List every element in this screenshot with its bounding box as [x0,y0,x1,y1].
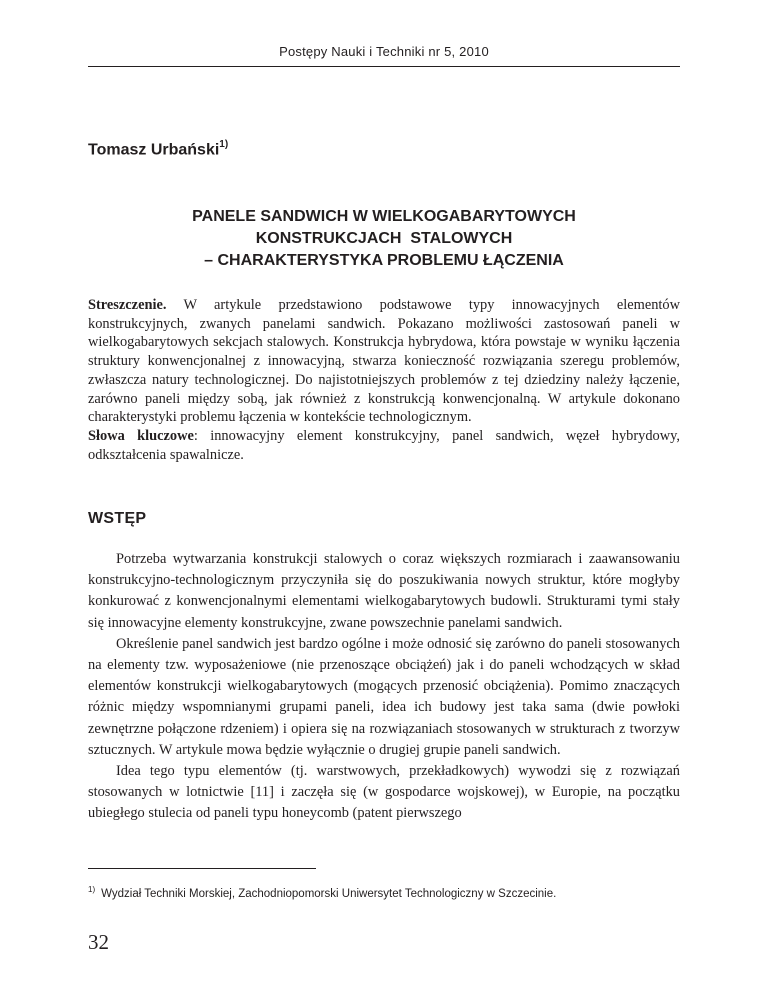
keywords-text: : innowacyjny element konstrukcyjny, panel sandwich, węzeł hybrydowy, odkształcenia spawalnicze. [88,427,681,463]
article-title [88,206,680,272]
keywords-paragraph [88,427,680,464]
header-rule [88,66,680,67]
footnote-rule [88,868,316,869]
running-head: Postępy Nauki i Techniki nr 5, 2010 [279,44,489,59]
abstract-paragraph [88,296,680,427]
author-footnote-mark: 1) [219,139,229,150]
title-line-1: PANELE SANDWICH W WIELKOGABARYTOWYCH [192,208,576,225]
author-line [88,140,228,159]
body-text [88,549,680,825]
footnote [88,885,680,900]
body-paragraph: Potrzeba wytwarzania konstrukcji stalowych o coraz większych rozmiarach i zaawansowaniu konstrukcyjno-technologicznym przyczyniła się do poszukiwania nowych struktur, które mogłyby konkurować z konwencjonalnymi elementami wielkogabarytowych budowli. Strukturami tymi stały się innowacyjne elementy konstrukcyjne, zwane powszechnie panelami sandwich. [88,551,680,631]
footnote-mark: 1) [88,885,96,894]
footnote-text: Wydział Techniki Morskiej, Zachodniopomorski Uniwersytet Technologiczny w Szczecinie. [101,887,557,900]
body-paragraph: Idea tego typu elementów (tj. warstwowych, przekładkowych) wywodzi się z rozwiązań stosowanych w lotnictwie [11] i zaczęła się (w gospodarce wojskowej), w Europie, na początku ubiegłego stulecia od paneli typu honeycomb (patent pierwszego [88,763,680,822]
page-number: 32 [88,930,109,954]
abstract-label: Streszczenie. [88,297,167,313]
section-heading: WSTĘP [88,510,147,527]
body-paragraph: Określenie panel sandwich jest bardzo ogólne i może odnosić się zarówno do paneli stosowanych na elementy tzw. wyposażeniowe (nie przenoszące obciążeń) jak i do paneli wchodzących w skład elementów konstrukcji wielkogabarytowych (mogących przenosić obciążenia). Pomimo znaczących różnic między wspomnianymi grupami paneli, idea ich budowy jest taka sama (dwie powłoki zewnętrzne połączone rdzeniem) i opiera się na rozwiązaniach stosowanych w strukturach z tworzyw sztucznych. W artykule mowa będzie wyłącznie o drugiej grupie paneli sandwich. [88,635,680,758]
title-line-2: KONSTRUKCJACH STALOWYCH [255,230,513,247]
title-line-3: – CHARAKTERYSTYKA PROBLEMU ŁĄCZENIA [204,252,564,269]
keywords-label: Słowa kluczowe [88,427,194,444]
abstract [88,296,680,464]
author-name: Tomasz Urbański [88,141,220,159]
abstract-text: W artykule przedstawiono podstawowe typy innowacyjnych elementów konstrukcyjnych, zwanych panelami sandwich. Pokazano możliwości zastosowań paneli w wielkogabarytowych sekcjach stalowych. Konstrukcja hybrydowa, która powstaje w wyniku łączenia struktury konwencjonalnej z innowacyjną, stwarza konieczność rozwiązania szeregu problemów, zwłaszcza natury technologicznej. Do najistotniejszych problemów z tej dziedziny należy łączenie, zarówno paneli między sobą, jak również z konstrukcją konwencjonalną. W artykule dokonano charakterystyki problemu łączenia w kontekście technologicznym. [88,297,680,426]
